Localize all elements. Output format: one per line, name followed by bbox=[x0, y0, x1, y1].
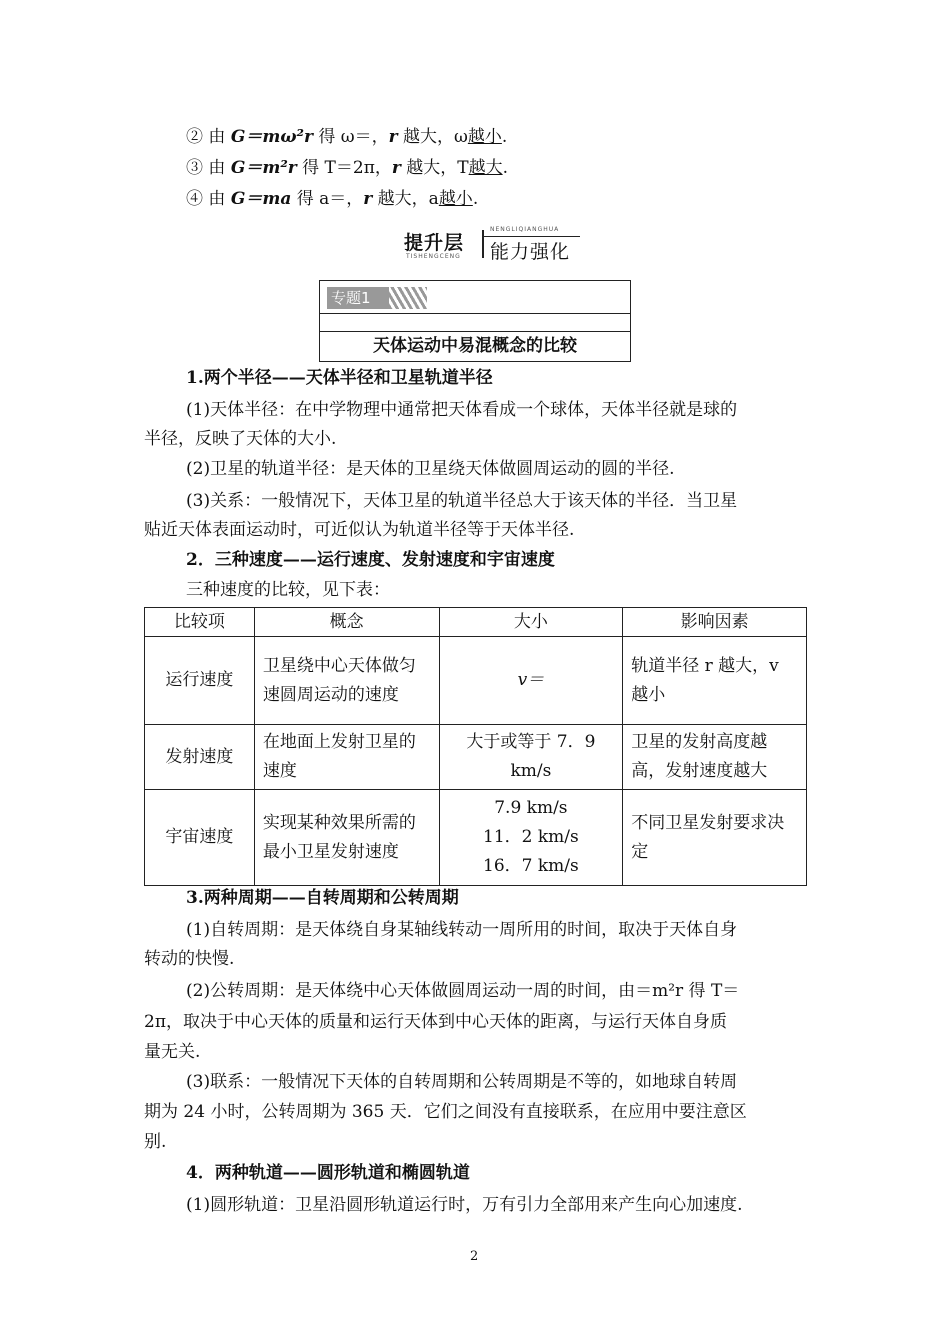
cell-factor: 卫星的发射高度越高，发射速度越大 bbox=[623, 725, 807, 790]
s1-paragraph-3b: 贴近天体表面运动时，可近似认为轨道半径等于天体半径. bbox=[144, 520, 575, 540]
s3-paragraph-2b: 2π，取决于中心天体的质量和运行天体到中心天体的距离，与运行天体自身质 bbox=[144, 1012, 727, 1032]
s4-paragraph-1: (1)圆形轨道：卫星沿圆形轨道运行时，万有引力全部用来产生向心加速度. bbox=[186, 1195, 743, 1215]
header-size: 大小 bbox=[439, 608, 623, 637]
banner-pinyin-bottom: TISHENGCENG bbox=[406, 253, 461, 260]
s3-paragraph-3a: (3)联系：一般情况下天体的自转周期和公转周期是不等的，如地球自转周 bbox=[186, 1072, 738, 1092]
table-header-row bbox=[145, 608, 807, 637]
cell-concept: 卫星绕中心天体做匀速圆周运动的速度 bbox=[254, 637, 439, 725]
section-4-heading: 4．两种轨道——圆形轨道和椭圆轨道 bbox=[186, 1163, 470, 1183]
cell-size: 大于或等于 7．9 km/s bbox=[439, 725, 623, 790]
s1-paragraph-3a: (3)关系：一般情况下，天体卫星的轨道半径总大于该天体的半径．当卫星 bbox=[186, 491, 738, 511]
cell-concept: 实现某种效果所需的最小卫星发射速度 bbox=[254, 790, 439, 886]
cell-concept: 在地面上发射卫星的速度 bbox=[254, 725, 439, 790]
topic-divider-2 bbox=[320, 331, 630, 332]
cell-item: 发射速度 bbox=[145, 725, 255, 790]
section-2-heading: 2．三种速度——运行速度、发射速度和宇宙速度 bbox=[186, 550, 555, 570]
cell-size bbox=[439, 790, 623, 886]
topic-tag-stripes bbox=[389, 287, 427, 309]
page-number: 2 bbox=[470, 1249, 479, 1264]
section-3-heading: 3.两种周期——自转周期和公转周期 bbox=[186, 888, 459, 908]
cosmic-speed-2: 11．2 km/s bbox=[483, 827, 579, 847]
cell-size: v＝ bbox=[439, 637, 623, 725]
s3-paragraph-1a: (1)自转周期：是天体绕自身某轴线转动一周所用的时间，取决于天体自身 bbox=[186, 920, 738, 940]
banner-main: 提升层 bbox=[404, 232, 465, 254]
s3-paragraph-1b: 转动的快慢. bbox=[144, 949, 235, 969]
s1-paragraph-1b: 半径，反映了天体的大小. bbox=[144, 429, 337, 449]
header-item: 比较项 bbox=[145, 608, 255, 637]
formula-line-3: ③ 由 G＝m²r 得 T＝2π，r 越大，T越大. bbox=[186, 158, 508, 178]
cell-factor: 轨道半径 r 越大，v 越小 bbox=[623, 637, 807, 725]
topic-divider bbox=[320, 313, 630, 314]
table-row bbox=[145, 725, 807, 790]
cell-factor: 不同卫星发射要求决定 bbox=[623, 790, 807, 886]
banner-pinyin-top: NENGLIQIANGHUA bbox=[490, 226, 560, 233]
cosmic-speed-3: 16．7 km/s bbox=[483, 856, 579, 876]
banner-divider bbox=[482, 230, 484, 258]
topic-box bbox=[319, 280, 631, 362]
table-row bbox=[145, 790, 807, 886]
topic-title: 天体运动中易混概念的比较 bbox=[373, 336, 577, 356]
section-1-heading: 1.两个半径——天体半径和卫星轨道半径 bbox=[186, 368, 493, 388]
s3-paragraph-2c: 量无关. bbox=[144, 1042, 201, 1062]
table-row bbox=[145, 637, 807, 725]
banner-sub: 能力强化 bbox=[490, 241, 571, 263]
section-banner bbox=[404, 226, 580, 264]
header-factor: 影响因素 bbox=[623, 608, 807, 637]
speed-comparison-table bbox=[144, 607, 807, 886]
s1-paragraph-2: (2)卫星的轨道半径：是天体的卫星绕天体做圆周运动的圆的半径. bbox=[186, 459, 675, 479]
formula-line-4: ④ 由 G＝ma 得 a＝，r 越大，a越小. bbox=[186, 189, 479, 209]
cell-item: 宇宙速度 bbox=[145, 790, 255, 886]
s1-paragraph-1a: (1)天体半径：在中学物理中通常把天体看成一个球体，天体半径就是球的 bbox=[186, 400, 738, 420]
cell-item: 运行速度 bbox=[145, 637, 255, 725]
s3-paragraph-2a: (2)公转周期：是天体绕中心天体做圆周运动一周的时间，由＝m²r 得 T＝ bbox=[186, 981, 740, 1001]
s3-paragraph-3c: 别. bbox=[144, 1132, 167, 1152]
formula-line-2: ② 由 G＝mω²r 得 ω＝，r 越大，ω越小. bbox=[186, 127, 508, 147]
topic-tag: 专题1 bbox=[327, 287, 389, 309]
s3-paragraph-3b: 期为 24 小时，公转周期为 365 天．它们之间没有直接联系，在应用中要注意区 bbox=[144, 1102, 747, 1122]
cosmic-speed-1: 7.9 km/s bbox=[494, 798, 568, 818]
s2-intro: 三种速度的比较，见下表： bbox=[186, 580, 390, 600]
header-concept: 概念 bbox=[254, 608, 439, 637]
